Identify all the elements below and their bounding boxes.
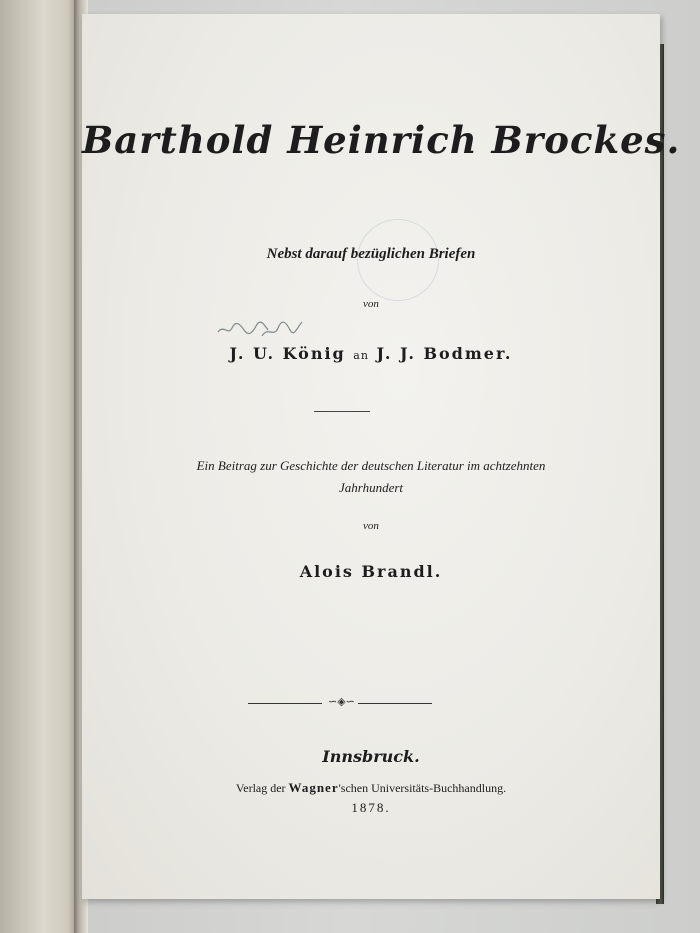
letter-authors bbox=[82, 344, 660, 363]
connector-an: an bbox=[353, 349, 369, 362]
book-author: Alois Brandl. bbox=[299, 562, 443, 581]
short-divider bbox=[314, 411, 370, 412]
von-label-1: von bbox=[363, 298, 379, 310]
author-koenig: J. U. König bbox=[229, 344, 346, 363]
von-label-2: von bbox=[363, 520, 379, 532]
publisher-name: Wagner bbox=[288, 780, 339, 795]
book-title: Barthold Heinrich Brockes. bbox=[82, 118, 681, 162]
imprint-year: 1878. bbox=[351, 800, 391, 815]
publisher-prefix: Verlag der bbox=[235, 781, 286, 795]
publisher-suffix: 'schen Universitäts-Buchhandlung. bbox=[338, 781, 507, 795]
pencil-annotation bbox=[216, 316, 306, 342]
facing-page bbox=[0, 0, 80, 933]
ornamental-divider bbox=[248, 695, 432, 709]
title-page bbox=[82, 14, 681, 899]
imprint-place: Innsbruck. bbox=[322, 747, 420, 766]
author-bodmer: J. J. Bodmer. bbox=[376, 344, 513, 363]
description-line-2: Jahrhundert bbox=[338, 480, 404, 495]
imprint-publisher bbox=[82, 780, 660, 796]
ornament-bar-left bbox=[248, 703, 322, 704]
ornament-icon: ∽◈∽ bbox=[328, 695, 355, 708]
ornament-bar-right bbox=[358, 703, 432, 704]
book-subtitle: Nebst darauf bezüglichen Briefen bbox=[266, 246, 476, 262]
description-line-1: Ein Beitrag zur Geschichte der deutschen Literatur im achtzehnten bbox=[196, 458, 546, 473]
